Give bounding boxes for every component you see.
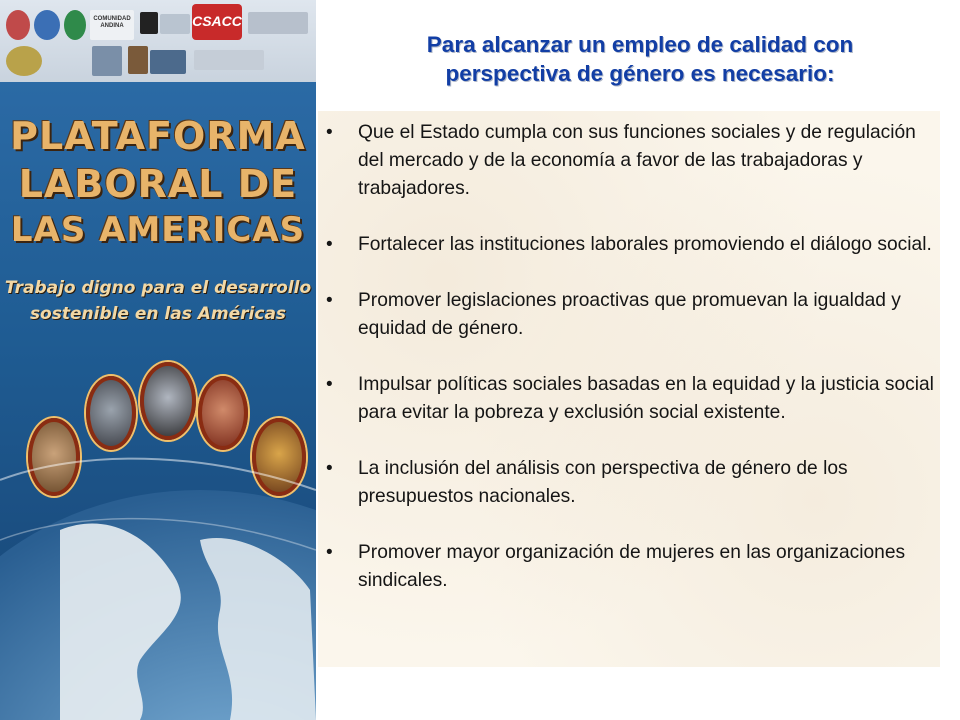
bullet-symbol: • bbox=[326, 542, 333, 563]
logo-emblem-1 bbox=[6, 10, 30, 40]
bullet-text-4: Impulsar políticas sociales basadas en la equidad y la justicia social para evitar la pobreza y exclusión social existente. bbox=[358, 374, 934, 423]
csacc-logo: CSACC bbox=[192, 4, 242, 40]
bullet-item-6 bbox=[318, 539, 940, 595]
logo-emblem-6 bbox=[92, 46, 122, 76]
bullet-symbol: • bbox=[326, 290, 333, 311]
bullet-item-3 bbox=[318, 287, 940, 343]
logo-emblem-8 bbox=[150, 50, 186, 74]
logo-text-small bbox=[194, 50, 264, 70]
bullet-list bbox=[318, 119, 940, 623]
poster-title-line-2: LABORAL DE bbox=[18, 162, 298, 206]
globe-graphic bbox=[0, 420, 316, 720]
slide-heading bbox=[330, 30, 950, 88]
partner-logos-strip bbox=[0, 0, 316, 82]
poster-subtitle-line-1: Trabajo digno para el desarrollo bbox=[4, 278, 312, 298]
poster-title-line-3: LAS AMERICAS bbox=[10, 210, 306, 250]
bullet-text-3: Promover legislaciones proactivas que promuevan la igualdad y equidad de género. bbox=[358, 290, 901, 339]
logo-x-emblem bbox=[140, 12, 158, 34]
poster-body bbox=[0, 82, 316, 720]
poster-subtitle-line-2: sostenible en las Américas bbox=[29, 304, 287, 324]
bullet-item-4 bbox=[318, 371, 940, 427]
bullet-item-5 bbox=[318, 455, 940, 511]
bullet-symbol: • bbox=[326, 122, 333, 143]
logo-emblem-5 bbox=[6, 46, 42, 76]
bullet-text-2: Fortalecer las instituciones laborales promoviendo el diálogo social. bbox=[358, 234, 932, 255]
logo-emblem-2 bbox=[34, 10, 60, 40]
bullet-symbol: • bbox=[326, 374, 333, 395]
comunidad-andina-logo: COMUNIDAD ANDINA bbox=[90, 10, 134, 40]
bullet-symbol: • bbox=[326, 234, 333, 255]
content-box bbox=[318, 111, 940, 667]
bullet-item-1 bbox=[318, 119, 940, 203]
bullet-text-1: Que el Estado cumpla con sus funciones sociales y de regulación del mercado y de la economía a favor de las trabajadoras y trabajadores. bbox=[358, 122, 916, 199]
logo-emblem-7 bbox=[128, 46, 148, 74]
bullet-item-2 bbox=[318, 231, 940, 259]
bullet-text-6: Promover mayor organización de mujeres en las organizaciones sindicales. bbox=[358, 542, 906, 591]
slide-heading-line-1: Para alcanzar un empleo de calidad con bbox=[426, 32, 854, 57]
bullet-symbol: • bbox=[326, 458, 333, 479]
slide-heading-line-2: perspectiva de género es necesario: bbox=[445, 61, 835, 86]
logo-emblem-4 bbox=[248, 12, 308, 34]
bullet-text-5: La inclusión del análisis con perspectiva de género de los presupuestos nacionales. bbox=[358, 458, 848, 507]
poster-title-line-1: PLATAFORMA bbox=[10, 114, 306, 158]
logo-emblem-3 bbox=[64, 10, 86, 40]
poster-image bbox=[0, 0, 316, 720]
logo-text-block bbox=[160, 14, 190, 34]
